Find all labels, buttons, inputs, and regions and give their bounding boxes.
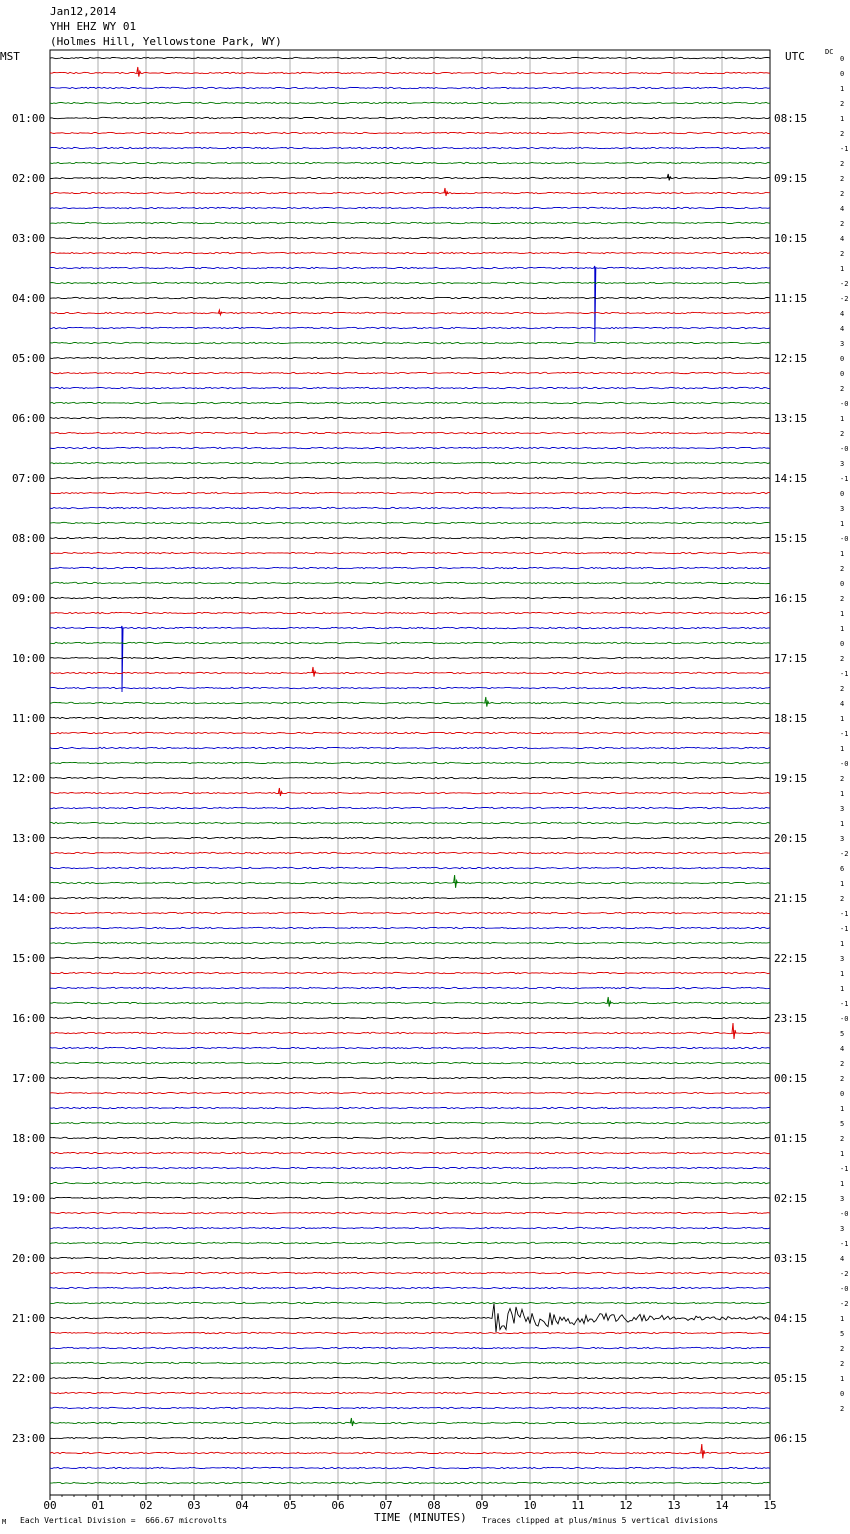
dc-offset-label: 5 (840, 1120, 845, 1128)
trace-line (50, 1227, 770, 1228)
dc-offset-label: -1 (840, 910, 849, 918)
dc-offset-label: 3 (840, 340, 845, 348)
x-tick-label: 12 (619, 1499, 633, 1512)
left-hour-label: 06:00 (12, 412, 46, 425)
trace-line (50, 1032, 770, 1033)
trace-line (50, 462, 770, 463)
trace-line (50, 327, 770, 328)
dc-offset-label: 2 (840, 220, 845, 228)
trace-line (50, 777, 770, 778)
x-tick-label: 08 (427, 1499, 441, 1512)
dc-offset-label: 4 (840, 1045, 845, 1053)
dc-offset-label: 1 (840, 550, 845, 558)
dc-offset-label: 1 (840, 625, 845, 633)
trace-line (50, 387, 770, 388)
trace-line (50, 1047, 770, 1048)
right-hour-label: 14:15 (774, 472, 808, 485)
right-hour-label: 15:15 (774, 532, 808, 545)
event-signal (137, 67, 141, 77)
trace-line (50, 612, 770, 613)
trace-line (50, 312, 770, 313)
left-hour-label: 15:00 (12, 952, 46, 965)
left-hour-label: 17:00 (12, 1072, 46, 1085)
left-hour-label: 21:00 (12, 1312, 46, 1325)
dc-offset-label: 0 (840, 355, 845, 363)
trace-line (50, 162, 770, 163)
x-axis-label: TIME (MINUTES) (374, 1511, 467, 1524)
left-hour-label: 12:00 (12, 772, 46, 785)
trace-line (50, 1437, 770, 1438)
dc-offset-label: 1 (840, 115, 845, 123)
dc-offset-label: -0 (840, 1210, 849, 1218)
dc-offset-label: -1 (840, 1165, 849, 1173)
trace-line (50, 177, 770, 178)
right-hour-label: 16:15 (774, 592, 808, 605)
trace-line (50, 1077, 770, 1078)
x-tick-label: 05 (283, 1499, 297, 1512)
event-signal (312, 667, 316, 677)
left-hour-label: 01:00 (12, 112, 46, 125)
trace-line (50, 477, 770, 478)
right-hour-label: 08:15 (774, 112, 808, 125)
dc-offset-label: 2 (840, 1405, 845, 1413)
left-hour-label: 13:00 (12, 832, 46, 845)
trace-line (50, 1242, 770, 1243)
trace-line (50, 507, 770, 508)
dc-offset-label: -1 (840, 730, 849, 738)
dc-offset-label: 2 (840, 430, 845, 438)
dc-offset-label: 1 (840, 820, 845, 828)
dc-offset-label: 1 (840, 1150, 845, 1158)
trace-line (50, 297, 770, 298)
dc-offset-label: 3 (840, 955, 845, 963)
trace-line (50, 357, 770, 358)
trace-line (50, 897, 770, 898)
trace-line (50, 1302, 770, 1303)
dc-offset-label: 4 (840, 235, 845, 243)
trace-line (50, 927, 770, 928)
trace-line (50, 732, 770, 733)
dc-offset-label: -1 (840, 1000, 849, 1008)
dc-offset-label: 2 (840, 685, 845, 693)
dc-offset-label: 2 (840, 190, 845, 198)
trace-line (50, 912, 770, 913)
dc-offset-label: 2 (840, 160, 845, 168)
dc-offset-label: -2 (840, 850, 849, 858)
dc-offset-label: 2 (840, 1075, 845, 1083)
right-hour-label: 02:15 (774, 1192, 808, 1205)
event-signal (667, 174, 671, 180)
right-hour-label: 01:15 (774, 1132, 808, 1145)
dc-offset-label: 0 (840, 640, 845, 648)
trace-line (50, 972, 770, 973)
trace-line (50, 552, 770, 553)
trace-line (50, 432, 770, 433)
dc-offset-label: 3 (840, 805, 845, 813)
left-hour-label: 14:00 (12, 892, 46, 905)
dc-offset-label: 3 (840, 835, 845, 843)
trace-line (50, 1257, 770, 1258)
trace-line (50, 1422, 770, 1423)
x-tick-label: 01 (91, 1499, 105, 1512)
trace-line (50, 1002, 770, 1003)
dc-offset-label: -1 (840, 1240, 849, 1248)
dc-offset-label: 2 (840, 100, 845, 108)
x-tick-label: 10 (523, 1499, 537, 1512)
dc-offset-label: -1 (840, 925, 849, 933)
dc-offset-label: -0 (840, 1285, 849, 1293)
dc-offset-label: 1 (840, 85, 845, 93)
trace-line (50, 72, 770, 73)
right-hour-label: 11:15 (774, 292, 808, 305)
trace-line (50, 1167, 770, 1168)
left-hour-label: 05:00 (12, 352, 46, 365)
trace-line (50, 57, 770, 58)
trace-line (50, 1347, 770, 1348)
trace-line (50, 267, 770, 268)
trace-line (50, 222, 770, 223)
x-tick-label: 15 (763, 1499, 777, 1512)
trace-line (50, 837, 770, 838)
dc-offset-label: 4 (840, 1255, 845, 1263)
left-hour-label: 02:00 (12, 172, 46, 185)
dc-offset-label: 1 (840, 940, 845, 948)
right-hour-label: 18:15 (774, 712, 808, 725)
trace-line (50, 117, 770, 118)
trace-line (50, 282, 770, 283)
trace-line (50, 1362, 770, 1363)
dc-offset-label: -2 (840, 1270, 849, 1278)
trace-line (50, 1407, 770, 1408)
x-tick-label: 00 (43, 1499, 57, 1512)
dc-offset-label: -1 (840, 475, 849, 483)
dc-offset-label: 1 (840, 970, 845, 978)
x-tick-label: 03 (187, 1499, 201, 1512)
trace-line (50, 372, 770, 373)
event-signal (607, 997, 611, 1007)
dc-offset-label: 1 (840, 265, 845, 273)
trace-line (50, 747, 770, 748)
event-signal (485, 697, 489, 707)
trace-line (50, 1017, 770, 1018)
dc-offset-label: 1 (840, 790, 845, 798)
trace-line (50, 1137, 770, 1138)
trace-line (50, 627, 770, 628)
trace-line (50, 1062, 770, 1063)
trace-line (50, 942, 770, 943)
dc-offset-label: 1 (840, 610, 845, 618)
plot-frame (50, 50, 770, 1495)
dc-offset-label: 1 (840, 415, 845, 423)
trace-line (50, 687, 770, 688)
dc-offset-label: 0 (840, 580, 845, 588)
trace-line (50, 792, 770, 793)
event-signal (594, 266, 596, 342)
trace-line (50, 192, 770, 193)
left-hour-label: 07:00 (12, 472, 46, 485)
trace-line (50, 447, 770, 448)
left-hour-label: 10:00 (12, 652, 46, 665)
chart-date: Jan12,2014 (50, 5, 117, 18)
trace-line (50, 252, 770, 253)
trace-line (50, 582, 770, 583)
trace-line (50, 642, 770, 643)
event-signal (218, 310, 222, 315)
left-hour-label: 19:00 (12, 1192, 46, 1205)
dc-offset-label: 0 (840, 1390, 845, 1398)
right-hour-label: 19:15 (774, 772, 808, 785)
dc-offset-label: -1 (840, 670, 849, 678)
trace-line (50, 987, 770, 988)
trace-line (50, 882, 770, 883)
right-hour-label: 23:15 (774, 1012, 808, 1025)
dc-offset-label: 0 (840, 1090, 845, 1098)
right-hour-label: 20:15 (774, 832, 808, 845)
dc-offset-label: 0 (840, 70, 845, 78)
dc-offset-label: 1 (840, 985, 845, 993)
dc-offset-label: 1 (840, 1315, 845, 1323)
trace-line (50, 147, 770, 148)
x-tick-label: 13 (667, 1499, 681, 1512)
trace-line (50, 597, 770, 598)
x-tick-label: 07 (379, 1499, 393, 1512)
left-hour-label: 22:00 (12, 1372, 46, 1385)
left-timezone-label: MST (0, 50, 20, 63)
dc-offset-label: 4 (840, 205, 845, 213)
dc-offset-label: -1 (840, 145, 849, 153)
trace-line (50, 342, 770, 343)
event-signal (121, 626, 123, 692)
right-hour-label: 09:15 (774, 172, 808, 185)
trace-line (50, 1197, 770, 1198)
dc-offset-label: 0 (840, 370, 845, 378)
trace-line (50, 1452, 770, 1453)
dc-offset-label: 4 (840, 325, 845, 333)
dc-offset-label: 1 (840, 1375, 845, 1383)
dc-offset-label: 1 (840, 1180, 845, 1188)
right-hour-label: 22:15 (774, 952, 808, 965)
station-location: (Holmes Hill, Yellowstone Park, WY) (50, 35, 282, 48)
dc-offset-label: -0 (840, 760, 849, 768)
x-tick-label: 09 (475, 1499, 489, 1512)
trace-line (50, 657, 770, 658)
trace-line (50, 867, 770, 868)
event-signal (444, 188, 448, 196)
dc-offset-label: 1 (840, 1105, 845, 1113)
x-tick-label: 14 (715, 1499, 729, 1512)
trace-line (50, 1152, 770, 1153)
trace-line (50, 852, 770, 853)
right-hour-label: 21:15 (774, 892, 808, 905)
dc-offset-label: 2 (840, 130, 845, 138)
vertical-division-note: Each Vertical Division = 666.67 microvolts (20, 1516, 228, 1525)
trace-line (50, 1377, 770, 1378)
left-hour-label: 11:00 (12, 712, 46, 725)
dc-offset-label: 1 (840, 520, 845, 528)
event-signal (732, 1023, 736, 1039)
trace-line (50, 102, 770, 103)
dc-offset-label: 2 (840, 175, 845, 183)
dc-offset-label: 2 (840, 595, 845, 603)
dc-offset-label: 6 (840, 865, 845, 873)
right-hour-label: 06:15 (774, 1432, 808, 1445)
dc-offset-label: 3 (840, 1225, 845, 1233)
trace-line (50, 1467, 770, 1468)
dc-offset-label: 2 (840, 1135, 845, 1143)
trace-line (50, 237, 770, 238)
trace-line (50, 1182, 770, 1183)
left-hour-label: 20:00 (12, 1252, 46, 1265)
trace-line (50, 822, 770, 823)
left-hour-label: 16:00 (12, 1012, 46, 1025)
right-hour-label: 17:15 (774, 652, 808, 665)
trace-line (50, 702, 770, 703)
dc-offset-label: 2 (840, 655, 845, 663)
dc-offset-label: 1 (840, 745, 845, 753)
corner-mark: M (2, 1518, 7, 1526)
trace-line (50, 1107, 770, 1108)
dc-offset-label: 2 (840, 565, 845, 573)
dc-offset-label: -0 (840, 535, 849, 543)
trace-line (50, 1332, 770, 1333)
trace-line (50, 492, 770, 493)
trace-line (50, 1092, 770, 1093)
dc-offset-label: 0 (840, 490, 845, 498)
trace-line (50, 207, 770, 208)
event-signal (701, 1444, 705, 1458)
trace-line (50, 807, 770, 808)
right-hour-label: 00:15 (774, 1072, 808, 1085)
dc-offset-label: 3 (840, 505, 845, 513)
x-tick-label: 11 (571, 1499, 585, 1512)
trace-line (50, 417, 770, 418)
dc-offset-label: -2 (840, 295, 849, 303)
left-hour-label: 08:00 (12, 532, 46, 545)
dc-offset-label: 2 (840, 250, 845, 258)
trace-line (50, 957, 770, 958)
trace-line (50, 1272, 770, 1273)
right-hour-label: 04:15 (774, 1312, 808, 1325)
dc-offset-label: -0 (840, 1015, 849, 1023)
left-hour-label: 03:00 (12, 232, 46, 245)
trace-line (50, 537, 770, 538)
dc-offset-label: 2 (840, 895, 845, 903)
dc-offset-label: 5 (840, 1030, 845, 1038)
left-hour-label: 23:00 (12, 1432, 46, 1445)
dc-label: DC (825, 48, 834, 56)
clip-note: Traces clipped at plus/minus 5 vertical divisions (482, 1516, 719, 1525)
right-hour-label: 10:15 (774, 232, 808, 245)
dc-offset-label: -0 (840, 445, 849, 453)
dc-offset-label: 3 (840, 1195, 845, 1203)
dc-offset-label: -2 (840, 280, 849, 288)
dc-offset-label: 4 (840, 700, 845, 708)
dc-offset-label: 2 (840, 1060, 845, 1068)
trace-line (50, 1392, 770, 1393)
dc-offset-label: 1 (840, 715, 845, 723)
trace-line (50, 522, 770, 523)
event-signal (454, 875, 458, 888)
right-hour-label: 05:15 (774, 1372, 808, 1385)
event-signal (350, 1418, 354, 1426)
trace-line (50, 132, 770, 133)
trace-line (50, 1212, 770, 1213)
dc-offset-label: 2 (840, 1360, 845, 1368)
right-timezone-label: UTC (785, 50, 805, 63)
dc-offset-label: -2 (840, 1300, 849, 1308)
dc-offset-label: 4 (840, 310, 845, 318)
station-code: YHH EHZ WY 01 (50, 20, 137, 33)
trace-line (50, 402, 770, 403)
event-signal (278, 788, 282, 796)
x-tick-label: 04 (235, 1499, 249, 1512)
dc-offset-label: 2 (840, 775, 845, 783)
dc-offset-label: -0 (840, 400, 849, 408)
trace-line (50, 1122, 770, 1123)
right-hour-label: 12:15 (774, 352, 808, 365)
dc-offset-label: 3 (840, 460, 845, 468)
trace-line (50, 87, 770, 88)
trace-line (50, 672, 770, 673)
dc-offset-label: 2 (840, 1345, 845, 1353)
trace-line (50, 1482, 770, 1483)
dc-offset-label: 5 (840, 1330, 845, 1338)
left-hour-label: 04:00 (12, 292, 46, 305)
dc-offset-label: 0 (840, 55, 845, 63)
left-hour-label: 18:00 (12, 1132, 46, 1145)
x-tick-label: 02 (139, 1499, 153, 1512)
trace-line (50, 567, 770, 568)
left-hour-label: 09:00 (12, 592, 46, 605)
trace-line (50, 1303, 770, 1332)
dc-offset-label: 1 (840, 880, 845, 888)
trace-line (50, 1287, 770, 1288)
trace-line (50, 717, 770, 718)
x-tick-label: 06 (331, 1499, 345, 1512)
trace-line (50, 762, 770, 763)
right-hour-label: 03:15 (774, 1252, 808, 1265)
dc-offset-label: 2 (840, 385, 845, 393)
right-hour-label: 13:15 (774, 412, 808, 425)
